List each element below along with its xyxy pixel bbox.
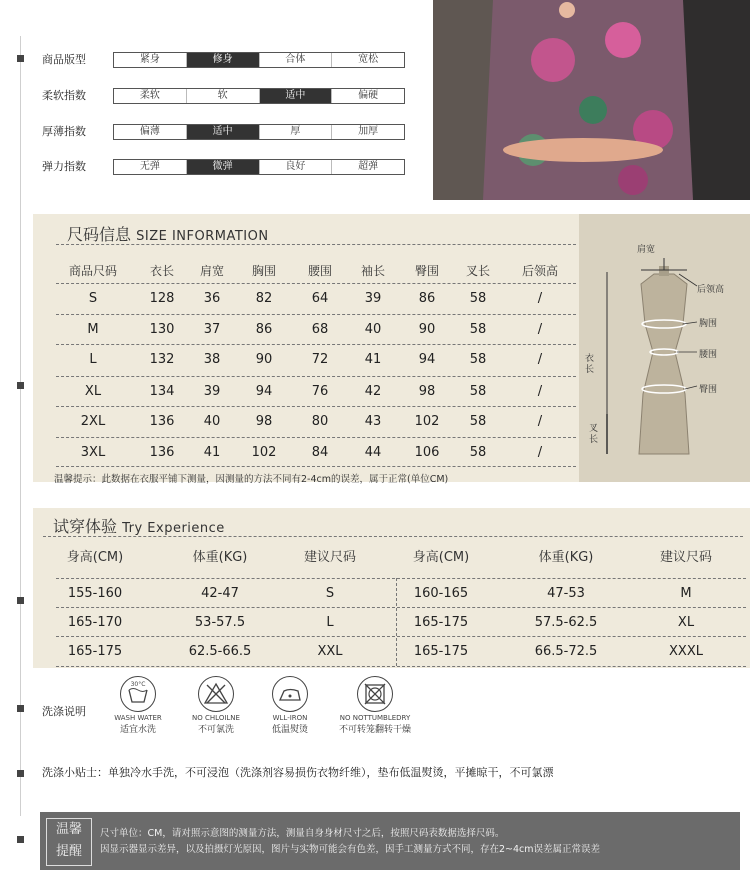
size-table-cell: 86: [418, 291, 436, 306]
size-table-header: 袖长: [360, 264, 385, 278]
size-table-cell: 90: [418, 322, 436, 337]
attribute-scale: [113, 52, 405, 68]
rail-bullet: [17, 55, 24, 62]
care-item: [330, 676, 420, 735]
size-table-cell: 3XL: [80, 445, 106, 460]
rail-bullet: [17, 770, 24, 777]
size-table-cell: 84: [311, 445, 329, 460]
try-table-cell: 47-53: [547, 586, 585, 601]
attribute-option: 无弹: [139, 161, 160, 172]
size-row-divider: [56, 376, 576, 377]
attribute-option: 修身: [186, 53, 259, 67]
attribute-option: 超弹: [331, 160, 404, 174]
size-table-cell: 37: [203, 322, 221, 337]
size-table-cell: 130: [149, 322, 175, 337]
attribute-scale: [113, 88, 405, 104]
diagram-label-shoulder: 肩宽: [637, 245, 656, 255]
rail-bullet: [17, 597, 24, 604]
size-table-cell: XL: [84, 384, 102, 399]
size-table-cell: 58: [469, 414, 487, 429]
try-table-cell: 165-175: [413, 644, 469, 659]
care-item: [250, 676, 330, 735]
size-table-cell: 58: [469, 352, 487, 367]
size-row-divider: [56, 406, 576, 407]
size-info-panel: [33, 214, 579, 482]
dress-measure-diagram: [579, 214, 750, 482]
size-table-cell: 98: [255, 414, 273, 429]
size-table-cell: /: [537, 322, 543, 337]
care-item-zh: 不可转笼翻转干燥: [338, 725, 411, 735]
care-item-en: WASH WATER: [114, 714, 162, 722]
size-table-header: 臀围: [414, 264, 439, 278]
attribute-label: 柔软指数: [42, 89, 86, 102]
attribute-option: 微弹: [186, 160, 259, 174]
try-row-divider: [56, 607, 746, 608]
attribute-option: 厚: [259, 125, 332, 139]
size-table-header: 衣长: [149, 264, 174, 278]
diagram-label-length: 衣长: [585, 354, 595, 375]
attribute-option: 柔软: [139, 90, 160, 101]
try-table-cell: 53-57.5: [194, 615, 246, 630]
size-table-cell: 43: [364, 414, 382, 429]
try-table-header: 建议尺码: [303, 550, 356, 565]
size-table-cell: 40: [203, 414, 221, 429]
try-table-cell: 165-175: [67, 644, 123, 659]
reminder-line-2: 因显示器显示差异，以及拍摄灯光原因，图片与实物可能会有色差，因手工测量方式不同，存在2~4cm误差属正常误差: [100, 844, 601, 855]
size-table-cell: /: [537, 291, 543, 306]
care-tips: 洗涤小贴士：单独冷水手洗，不可浸泡（洗涤剂容易损伤衣物纤维），垫布低温熨烫，平摊晾干，不可氯漂: [42, 766, 554, 779]
size-table-cell: 82: [255, 291, 273, 306]
reminder-line-1: 尺寸单位：CM，请对照示意图的测量方法，测量自身身材尺寸之后，按照尺码表数据选择尺码。: [100, 828, 505, 839]
rail-bullet: [17, 382, 24, 389]
attribute-option: 宽松: [331, 53, 404, 67]
size-table-cell: 2XL: [80, 414, 106, 429]
size-table-cell: L: [89, 352, 97, 367]
attribute-label: 弹力指数: [42, 160, 86, 173]
diagram-label-waist: 腰围: [699, 350, 718, 360]
care-item-en: NO CHLOILNE: [192, 714, 240, 722]
size-table-header: 叉长: [465, 264, 490, 278]
wash-water-icon: [120, 676, 156, 712]
size-table-cell: 90: [255, 352, 273, 367]
try-table-header: 体重(KG): [192, 550, 248, 565]
try-table-header: 体重(KG): [538, 550, 594, 565]
try-table-cell: L: [326, 615, 334, 630]
try-row-divider: [56, 666, 746, 667]
size-table-cell: 41: [203, 445, 221, 460]
size-table-header: 腰围: [307, 264, 332, 278]
size-row-divider: [56, 283, 576, 284]
try-table-header: 身高(CM): [412, 550, 470, 565]
size-table-cell: /: [537, 384, 543, 399]
size-table-header: 商品尺码: [68, 264, 117, 278]
size-table-cell: 41: [364, 352, 382, 367]
attribute-label: 商品版型: [42, 53, 86, 66]
size-table-cell: 102: [251, 445, 277, 460]
try-row-divider: [56, 636, 746, 637]
try-table-header: 身高(CM): [66, 550, 124, 565]
care-item: [98, 676, 178, 735]
try-table-cell: M: [680, 586, 692, 601]
diagram-label-hip: 臀围: [699, 385, 718, 395]
rail-bullet: [17, 836, 24, 843]
size-table-cell: 39: [364, 291, 382, 306]
left-rail: [20, 36, 21, 816]
size-table-header: 肩宽: [199, 264, 224, 278]
attribute-option: 良好: [259, 160, 332, 174]
care-item-zh: 不可氯洗: [197, 725, 234, 735]
care-item-en: WLL-IRON: [272, 714, 308, 722]
size-table-cell: 39: [203, 384, 221, 399]
size-table-cell: 36: [203, 291, 221, 306]
reminder-bar: [40, 812, 740, 870]
size-row-divider: [56, 437, 576, 438]
size-table-cell: 94: [255, 384, 273, 399]
try-table-cell: 165-170: [67, 615, 123, 630]
try-table-cell: 57.5-62.5: [534, 615, 598, 630]
care-label: 洗涤说明: [42, 705, 86, 718]
attribute-option: 偏薄: [139, 126, 160, 137]
size-table-cell: 58: [469, 322, 487, 337]
size-table-cell: 106: [414, 445, 440, 460]
size-table-cell: 72: [311, 352, 329, 367]
care-item-en: NO NOTTUMBLEDRY: [339, 714, 411, 722]
try-table-cell: XXL: [317, 644, 343, 659]
size-table-cell: 42: [364, 384, 382, 399]
size-table-cell: 58: [469, 384, 487, 399]
size-table-cell: 128: [149, 291, 175, 306]
size-table-header: 胸围: [251, 264, 276, 278]
attribute-option: 适中: [259, 89, 332, 103]
size-table-cell: 40: [364, 322, 382, 337]
size-table-cell: 80: [311, 414, 329, 429]
attribute-option: 紧身: [139, 54, 160, 65]
size-table-cell: 58: [469, 445, 487, 460]
size-table-cell: 44: [364, 445, 382, 460]
size-note: 温馨提示：此数据在衣服平铺下测量，因测量的方法不同有2-4cm的误差，属于正常(单位CM): [54, 474, 449, 485]
attribute-scale: [113, 159, 405, 175]
size-table-header: 后领高: [521, 264, 558, 278]
try-table-header: 建议尺码: [659, 550, 712, 565]
size-table-cell: 58: [469, 291, 487, 306]
product-photo: [433, 0, 750, 200]
size-table-cell: 68: [311, 322, 329, 337]
size-table-cell: 136: [149, 445, 175, 460]
try-table-cell: XL: [677, 615, 695, 630]
size-table-cell: 98: [418, 384, 436, 399]
care-item: [176, 676, 256, 735]
attribute-option: 加厚: [331, 125, 404, 139]
try-table-cell: 66.5-72.5: [534, 644, 598, 659]
size-table-cell: 64: [311, 291, 329, 306]
try-column-divider: [396, 578, 397, 666]
size-table-cell: 86: [255, 322, 273, 337]
reminder-badge: [46, 818, 92, 866]
size-table-cell: /: [537, 352, 543, 367]
try-table-cell: 62.5-66.5: [188, 644, 252, 659]
divider: [43, 536, 743, 537]
attribute-option: 合体: [259, 53, 332, 67]
divider: [56, 244, 576, 245]
try-table-cell: S: [325, 586, 335, 601]
rail-bullet: [17, 705, 24, 712]
size-table-cell: M: [87, 322, 99, 337]
care-temperature-mark: 30°C: [130, 681, 146, 688]
no-tumble-dry-icon: [357, 676, 393, 712]
try-table-cell: 42-47: [201, 586, 239, 601]
attribute-label: 厚薄指数: [42, 125, 86, 138]
size-row-divider: [56, 466, 576, 467]
size-table-cell: 94: [418, 352, 436, 367]
size-table-cell: /: [537, 414, 543, 429]
low-iron-icon: [272, 676, 308, 712]
size-table-cell: 136: [149, 414, 175, 429]
diagram-label-chest: 胸围: [699, 319, 718, 329]
attribute-option: 偏硬: [331, 89, 404, 103]
try-table-cell: 165-175: [413, 615, 469, 630]
size-section-title: 尺码信息 SIZE INFORMATION: [67, 225, 269, 244]
size-table-cell: 132: [149, 352, 175, 367]
attribute-scale: [113, 124, 405, 140]
size-row-divider: [56, 314, 576, 315]
diagram-label-collar: 后领高: [697, 285, 725, 295]
care-item-zh: 低温熨烫: [271, 725, 308, 735]
size-table-cell: /: [537, 445, 543, 460]
size-table-cell: 102: [414, 414, 440, 429]
size-table-cell: 38: [203, 352, 221, 367]
no-chlorine-icon: [198, 676, 234, 712]
attribute-option: 适中: [186, 125, 259, 139]
care-item-zh: 适宜水洗: [119, 725, 156, 735]
try-table-cell: XXXL: [669, 644, 703, 659]
size-row-divider: [56, 344, 576, 345]
try-table-cell: 155-160: [67, 586, 123, 601]
diagram-label-slit: 叉长: [589, 424, 599, 445]
try-section-title: 试穿体验 Try Experience: [53, 517, 225, 536]
attribute-option: 软: [186, 89, 259, 103]
size-table-cell: 134: [149, 384, 175, 399]
try-row-divider: [56, 578, 746, 579]
try-table-cell: 160-165: [413, 586, 469, 601]
reminder-badge-line1: 温馨: [55, 822, 82, 837]
size-table-cell: 76: [311, 384, 329, 399]
reminder-badge-line2: 提醒: [55, 844, 82, 859]
size-table-cell: S: [88, 291, 98, 306]
